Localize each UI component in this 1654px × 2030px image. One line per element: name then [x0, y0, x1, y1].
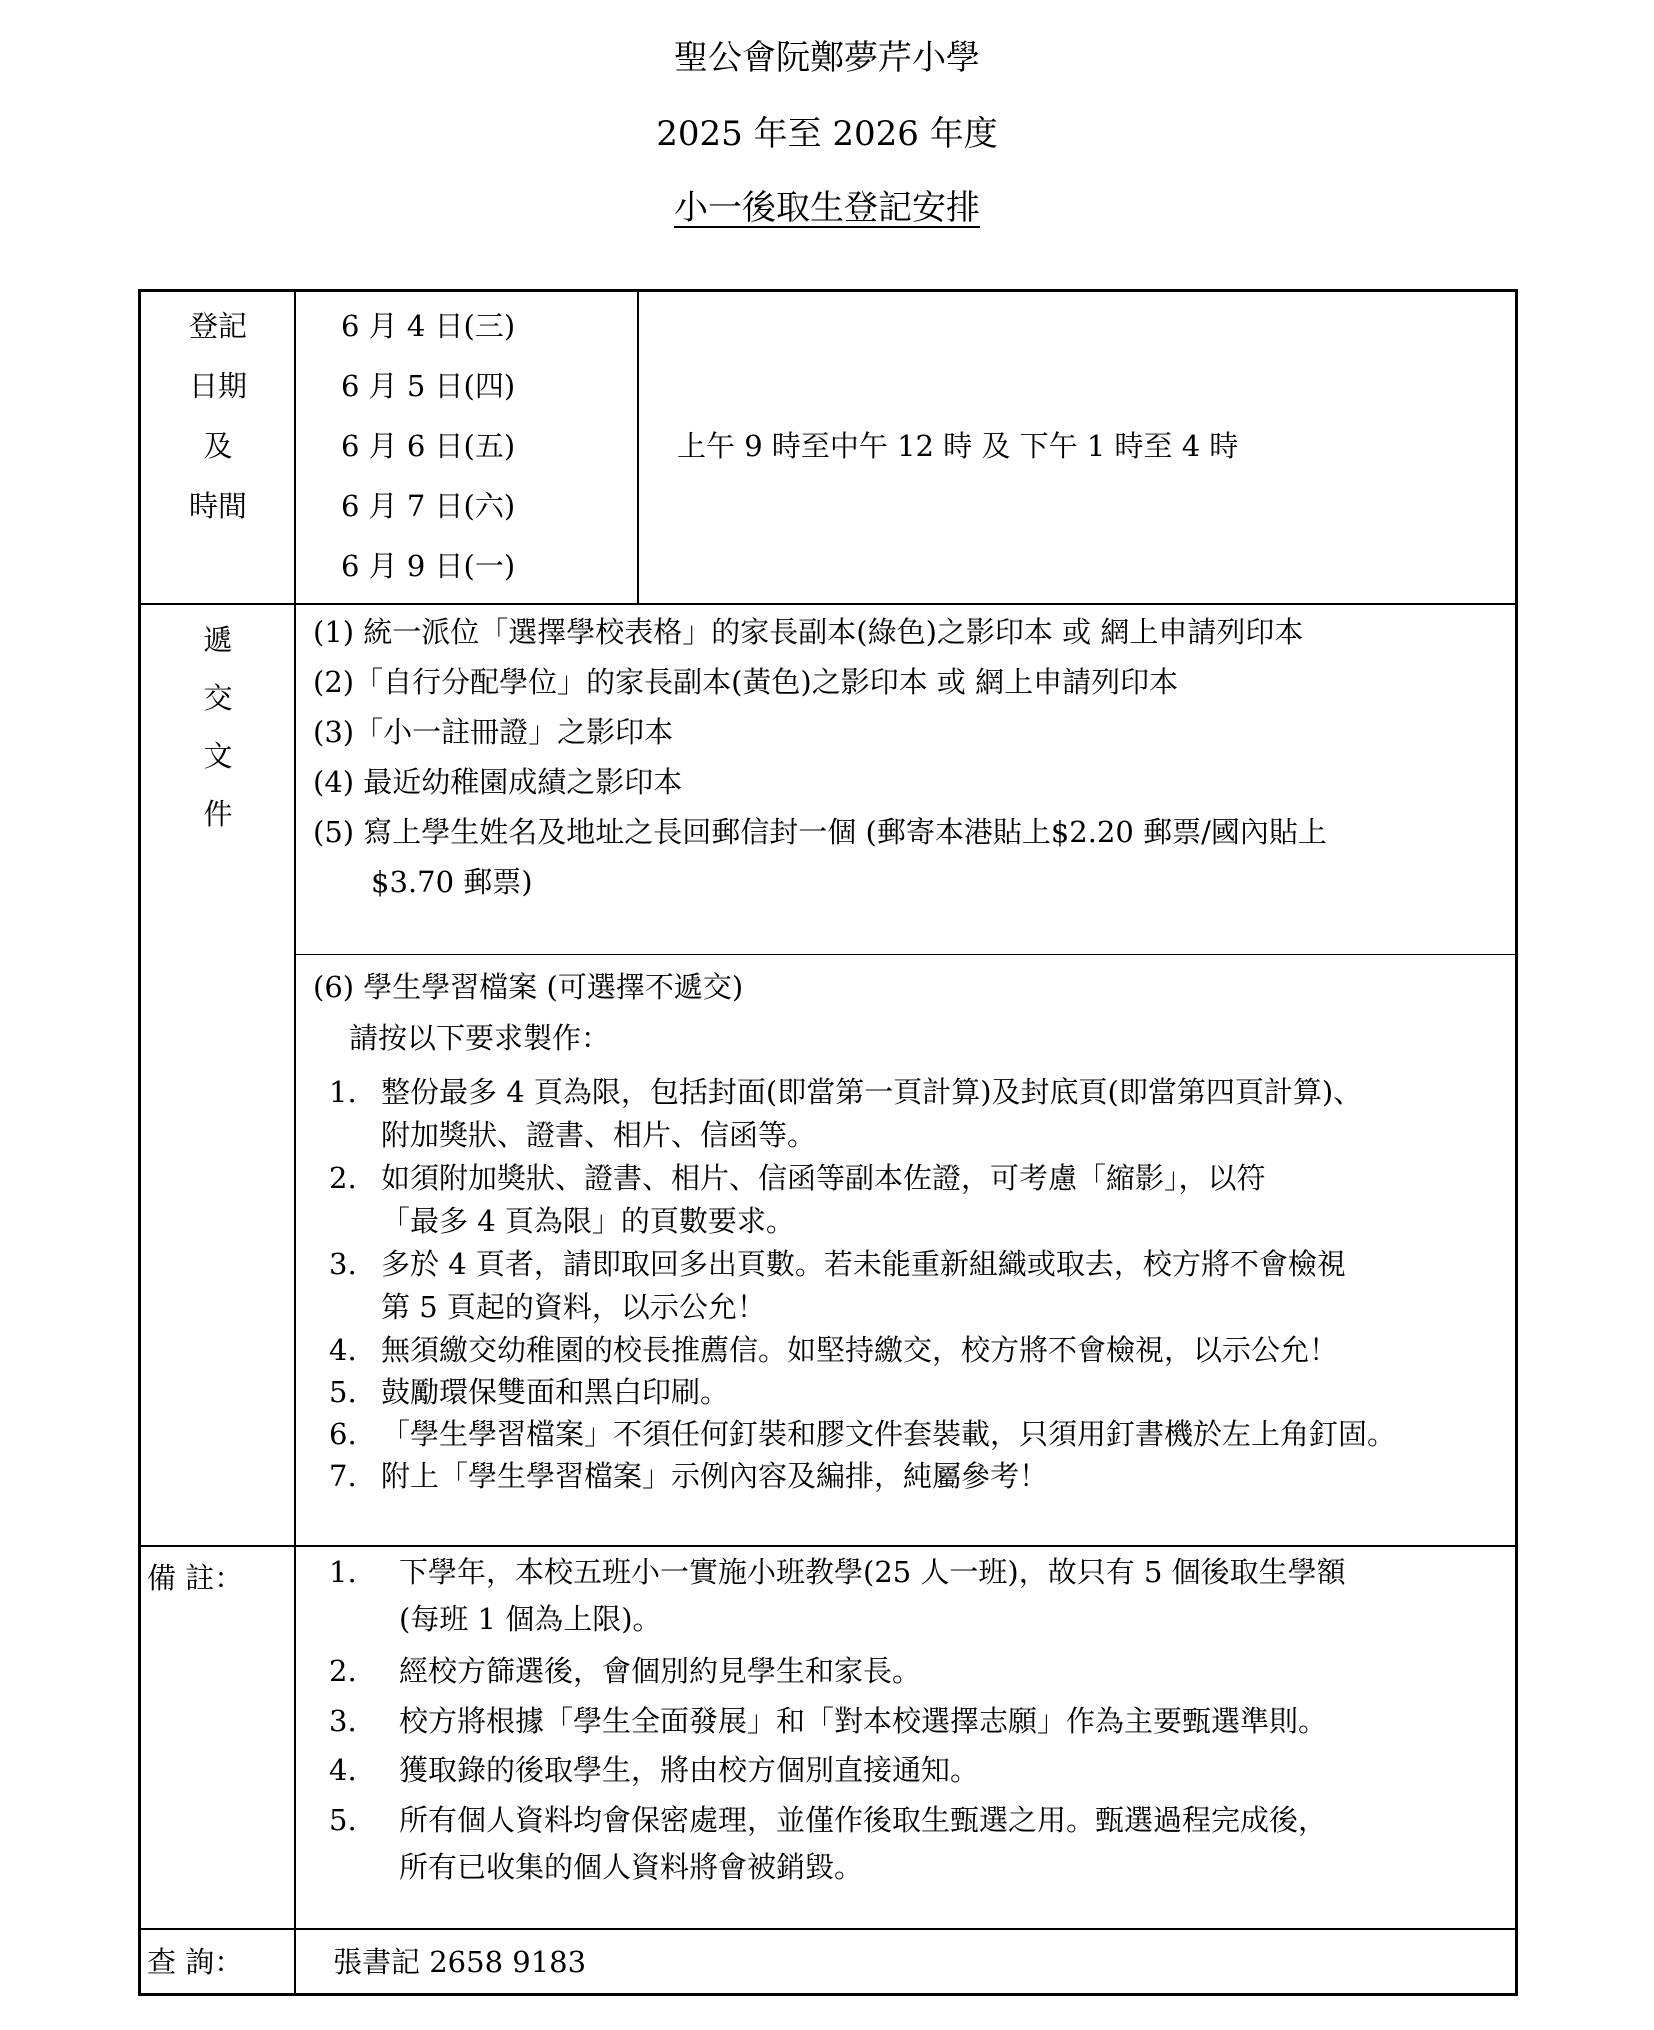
registration-label-4: 時間	[188, 489, 247, 523]
requirement-text: 無須繳交幼稚園的校長推薦信。如堅持繳交，校方將不會檢視，以示公允！	[381, 1333, 1339, 1367]
documents-label-3: 文	[203, 739, 233, 773]
academic-year: 2025 年至 2026 年度	[656, 114, 998, 154]
requirement-text: 「學生學習檔案」不須任何釘裝和膠文件套裝載，只須用釘書機於左上角釘固。	[381, 1417, 1397, 1451]
row-divider-remarks	[141, 1545, 1515, 1547]
registration-label-2: 日期	[188, 369, 247, 403]
school-name: 聖公會阮鄭夢芹小學	[674, 38, 980, 78]
row-divider-registration	[141, 603, 1515, 605]
document-title-text: 小一後取生登記安排	[674, 188, 980, 228]
document-item: (5) 寫上學生姓名及地址之長回郵信封一個 (郵寄本港貼上$2.20 郵票/國內貼上	[313, 815, 1327, 849]
portfolio-intro: 請按以下要求製作：	[349, 1021, 611, 1055]
requirement-text: 第 5 頁起的資料，以示公允！	[381, 1290, 766, 1324]
requirement-number: 3.	[329, 1247, 357, 1281]
remark-text: 所有個人資料均會保密處理，並僅作後取生甄選之用。甄選過程完成後，	[399, 1803, 1328, 1837]
remark-text: (每班 1 個為上限)。	[399, 1602, 662, 1636]
document-item: (2)「自行分配學位」的家長副本(黃色)之影印本 或 網上申請列印本	[313, 665, 1179, 699]
registration-label-1: 登記	[188, 309, 247, 343]
row-divider-enquiry	[141, 1928, 1515, 1930]
requirement-text: 多於 4 頁者，請即取回多出頁數。若未能重新組織或取去，校方將不會檢視	[381, 1247, 1346, 1281]
requirement-text: 如須附加獎狀、證書、相片、信函等副本佐證，可考慮「縮影」，以符	[381, 1161, 1266, 1195]
registration-date: 6 月 6 日(五)	[341, 429, 516, 463]
requirement-text: 鼓勵環保雙面和黑白印刷。	[381, 1375, 730, 1409]
documents-label-4: 件	[203, 797, 233, 831]
column-divider-dates	[637, 292, 639, 603]
requirement-text: 「最多 4 頁為限」的頁數要求。	[381, 1204, 795, 1238]
registration-date: 6 月 7 日(六)	[341, 489, 516, 523]
remark-number: 1.	[329, 1555, 357, 1589]
requirement-number: 6.	[329, 1417, 357, 1451]
registration-date: 6 月 9 日(一)	[341, 549, 516, 583]
remarks-label: 備 註：	[147, 1561, 244, 1595]
remark-number: 3.	[329, 1704, 357, 1738]
requirement-number: 1.	[329, 1075, 357, 1109]
requirement-number: 2.	[329, 1161, 357, 1195]
enquiry-label: 查 詢：	[147, 1945, 244, 1979]
requirement-text: 附上「學生學習檔案」示例內容及編排，純屬參考！	[381, 1459, 1049, 1493]
remark-text: 獲取錄的後取學生，將由校方個別直接通知。	[399, 1753, 980, 1787]
enquiry-contact: 張書記 2658 9183	[333, 1945, 587, 1979]
requirement-text: 整份最多 4 頁為限，包括封面(即當第一頁計算)及封底頁(即當第四頁計算)、	[381, 1075, 1363, 1109]
remark-number: 2.	[329, 1654, 357, 1688]
registration-date: 6 月 5 日(四)	[341, 369, 516, 403]
documents-label-2: 交	[203, 681, 233, 715]
registration-time: 上午 9 時至中午 12 時 及 下午 1 時至 4 時	[677, 429, 1239, 463]
document-item: (1) 統一派位「選擇學校表格」的家長副本(綠色)之影印本 或 網上申請列印本	[313, 615, 1304, 649]
remark-text: 所有已收集的個人資料將會被銷毀。	[399, 1850, 864, 1884]
remark-text: 校方將根據「學生全面發展」和「對本校選擇志願」作為主要甄選準則。	[399, 1704, 1328, 1738]
registration-date: 6 月 4 日(三)	[341, 309, 516, 343]
requirement-number: 4.	[329, 1333, 357, 1367]
arrangement-table	[138, 289, 1518, 1996]
document-item: (3)「小一註冊證」之影印本	[313, 715, 674, 749]
remark-text: 經校方篩選後，會個別約見學生和家長。	[399, 1654, 922, 1688]
registration-label-3: 及	[203, 429, 233, 463]
requirement-text: 附加獎狀、證書、相片、信函等。	[381, 1118, 817, 1152]
requirement-number: 5.	[329, 1375, 357, 1409]
column-divider-label	[294, 292, 296, 1996]
portfolio-title: (6) 學生學習檔案 (可選擇不遞交)	[313, 970, 744, 1004]
documents-label-1: 遞	[203, 623, 233, 657]
remark-text: 下學年，本校五班小一實施小班教學(25 人一班)，故只有 5 個後取生學額	[399, 1555, 1346, 1589]
document-item-continuation: $3.70 郵票)	[371, 865, 533, 899]
document-title	[0, 188, 1654, 228]
requirement-number: 7.	[329, 1459, 357, 1493]
document-item: (4) 最近幼稚園成績之影印本	[313, 765, 683, 799]
remark-number: 4.	[329, 1753, 357, 1787]
row-divider-portfolio	[296, 954, 1515, 955]
remark-number: 5.	[329, 1803, 357, 1837]
